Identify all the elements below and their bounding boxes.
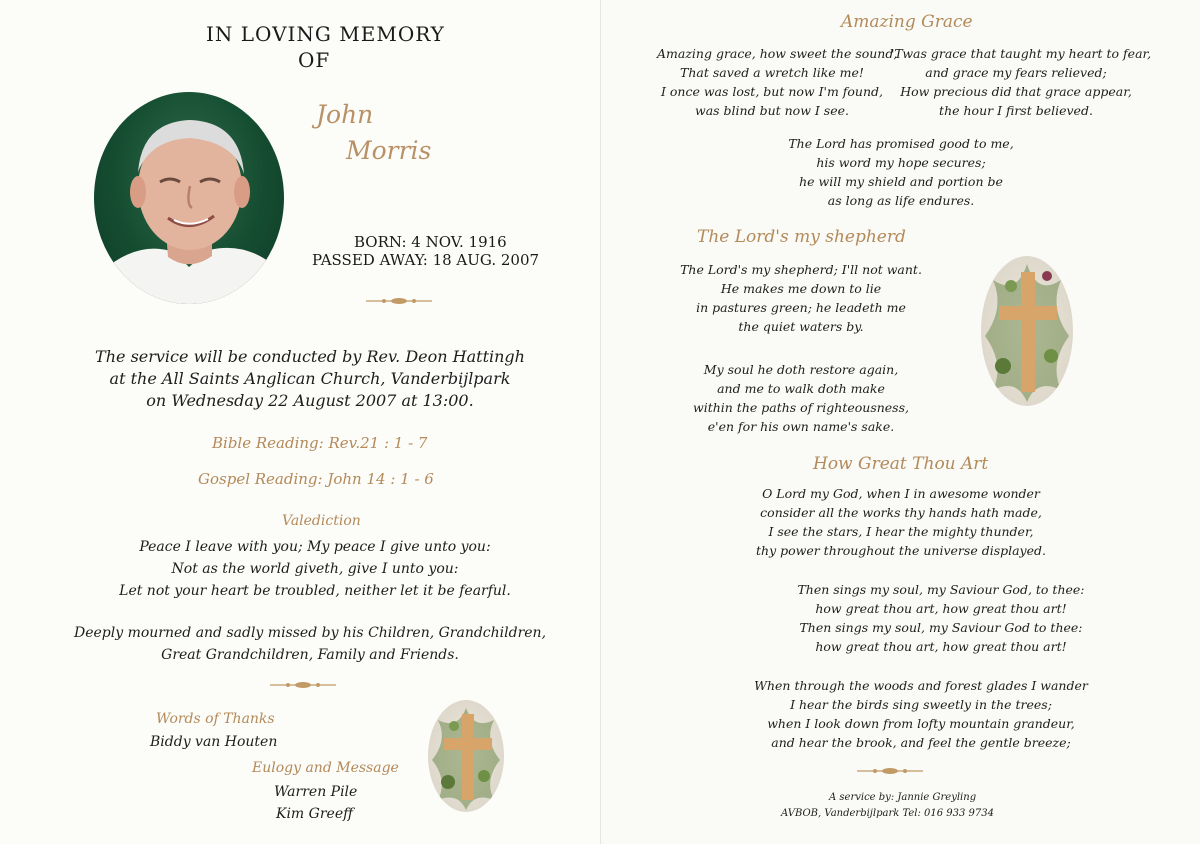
gospel-reading: Gospel Reading: John 14 : 1 - 6 [198,470,434,488]
lyric-line: consider all the works thy hands hath made, [760,505,1042,520]
name-last: Morris [346,136,432,165]
memory-heading-of: OF [298,48,331,72]
lyric-line: within the paths of righteousness, [693,400,909,415]
lyric-line: and grace my fears relieved; [925,65,1107,80]
cross-flower-image [981,256,1073,406]
lyric-line: How precious did that grace appear, [900,84,1132,99]
lyric-line: My soul he doth restore again, [703,362,899,377]
ornament-divider-icon [366,296,432,306]
valediction-text [40,536,590,602]
lyric-line: in pastures green; he leadeth me [696,300,906,315]
lyric-line: Amazing grace, how sweet the sound, [657,46,898,61]
lyric-line: I see the stars, I hear the mighty thunder, [768,524,1034,539]
lyric-line: as long as life endures. [827,193,975,208]
lyric-line: and me to walk doth make [717,381,885,396]
lyric-line: the hour I first believed. [939,103,1093,118]
lyric-line: thy power throughout the universe displayed. [756,543,1046,558]
ornament-divider-icon [857,766,923,776]
portrait-photo [94,92,284,304]
lyric-line: he will my shield and portion be [799,174,1003,189]
how-great-chorus [771,580,1111,656]
passed-date: PASSED AWAY: 18 AUG. 2007 [312,251,540,269]
ornament-divider-icon [270,680,336,690]
memory-heading: IN LOVING MEMORY [206,22,445,46]
service-line: on Wednesday 22 August 2007 at 13:00. [146,391,474,410]
lyric-line: Then sings my soul, my Saviour God, to thee: [797,582,1085,597]
shepherd-verse-1 [661,260,941,336]
amazing-grace-title: Amazing Grace [841,12,973,32]
lyric-line: how great thou art, how great thou art! [815,601,1067,616]
lyric-line: his word my hope secures; [816,155,986,170]
thanks-title: Words of Thanks [156,711,275,727]
amazing-grace-verse-2 [891,44,1152,120]
lyric-line: Then sings my soul, my Saviour God to thee: [799,620,1083,635]
lyric-line: O Lord my God, when I in awesome wonder [762,486,1040,501]
eulogy-name: Kim Greeff [276,806,354,822]
lyric-line: That saved a wretch like me! [680,65,864,80]
mourned-line: Great Grandchildren, Family and Friends. [161,647,459,663]
amazing-grace-verse-3 [761,134,1041,210]
valediction-line: Peace I leave with you; My peace I give unto you: [139,539,491,555]
service-line: at the All Saints Anglican Church, Vanderbijlpark [109,369,511,388]
lyric-line: I once was lost, but now I'm found, [660,84,884,99]
valediction-title: Valediction [282,513,361,529]
lyric-line: e'en for his own name's sake. [707,419,895,434]
lyric-line: When through the woods and forest glades I wander [754,678,1088,693]
name-first: John [316,100,374,129]
lyric-line: how great thou art, how great thou art! [815,639,1067,654]
thanks-name: Biddy van Houten [150,734,278,750]
lyric-line: I hear the birds sing sweetly in the trees; [790,697,1052,712]
how-great-title: How Great Thou Art [813,454,989,474]
mourned-line: Deeply mourned and sadly missed by his Children, Grandchildren, [73,625,547,641]
lyric-line: was blind but now I see. [695,103,849,118]
bible-reading: Bible Reading: Rev.21 : 1 - 7 [212,434,428,452]
how-great-verse-2 [731,676,1111,752]
lyric-line: The Lord's my shepherd; I'll not want. [680,262,922,277]
how-great-verse-1 [731,484,1071,560]
service-details [40,346,580,412]
valediction-line: Let not your heart be troubled, neither let it be fearful. [119,583,511,599]
right-page [600,0,1200,844]
lyric-line: the quiet waters by. [738,319,864,334]
mourned-text [30,622,590,666]
lyric-line: The Lord has promised good to me, [788,136,1014,151]
eulogy-name: Warren Pile [274,784,358,800]
shepherd-title: The Lord's my shepherd [697,227,906,247]
valediction-line: Not as the world giveth, give I unto you: [171,561,459,577]
service-contact: AVBOB, Vanderbijlpark Tel: 016 933 9734 [781,808,995,819]
lyric-line: and hear the brook, and feel the gentle breeze; [771,735,1071,750]
born-date: BORN: 4 NOV. 1916 [354,233,507,251]
lyric-line: 'Twas grace that taught my heart to fear, [891,46,1152,61]
amazing-grace-verse-1 [657,44,898,120]
lyric-line: He makes me down to lie [720,281,882,296]
lyric-line: when I look down from lofty mountain grandeur, [767,716,1075,731]
service-by: A service by: Jannie Greyling [829,792,977,803]
eulogy-title: Eulogy and Message [252,760,399,776]
service-line: The service will be conducted by Rev. Deon Hattingh [95,347,525,366]
shepherd-verse-2 [661,360,941,436]
cross-flower-image [428,700,504,812]
